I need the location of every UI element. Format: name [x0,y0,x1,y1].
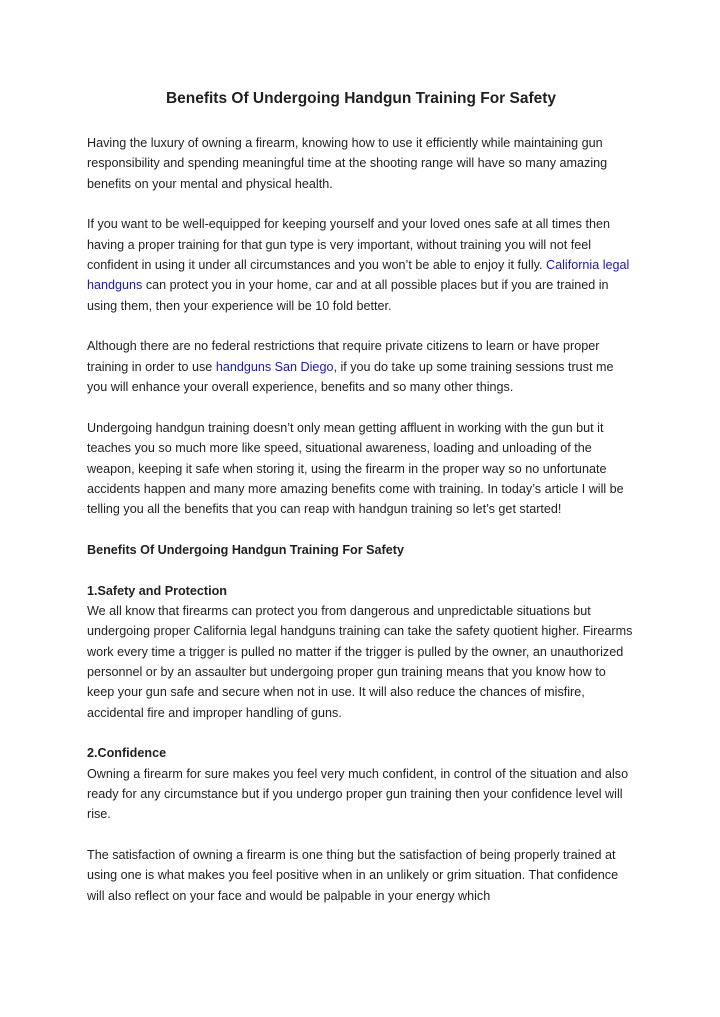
paragraph-text: can protect you in your home, car and at all possible places but if you are trained in using them, then your experience will be 10 fold better. [87,278,609,313]
document-body [87,133,635,926]
federal-restrictions-paragraph [87,336,635,397]
intro-paragraph: Having the luxury of owning a firearm, knowing how to use it efficiently while maintaining gun responsibility and spending meaningful time at the shooting range will have so many amazing benefits on your mental and physical health. [87,136,608,191]
satisfaction-paragraph: The satisfaction of owning a firearm is one thing but the satisfaction of being properly trained at using one is what makes you feel positive when in an unlikely or grim situation. That confidence will also reflect on your face and would be palpable in your energy which [87,848,619,903]
confidence-section [87,743,635,824]
safety-section-body: We all know that firearms can protect you from dangerous and unpredictable situations but undergoing proper California legal handguns training can take the safety quotient higher. Firearms work every time a trigger is pulled no matter if the trigger is pulled by the owner, an unauthorized personnel or by an assaulter but undergoing proper gun training means that you know how to keep your gun safe and secure when not in use. It will also reduce the chances of misfire, accidental fire and improper handling of guns. [87,603,633,720]
training-importance-paragraph [87,214,635,316]
safety-section-title: 1.Safety and Protection [87,583,227,598]
section-heading: Benefits Of Undergoing Handgun Training For Safety [87,542,404,557]
page-title: Benefits Of Undergoing Handgun Training For Safety [165,90,557,107]
confidence-section-title: 2.Confidence [87,746,167,761]
california-legal-handguns-link[interactable]: California legal handguns [87,258,630,293]
confidence-section-body: Owning a firearm for sure makes you feel very much confident, in control of the situation and also ready for any circumstance but if you undergo proper gun training then your confidence level will rise. [87,766,629,822]
paragraph-text: , if you do take up some training sessions trust me you will enhance your overall experience, benefits and so many other things. [87,359,614,395]
paragraph-text: Although there are no federal restrictions that require private citizens to learn or have proper training in order to use [87,339,600,374]
handguns-san-diego-link[interactable]: handguns San Diego [215,359,334,374]
training-overview-paragraph: Undergoing handgun training doesn’t only mean getting affluent in working with the gun but it teaches you so much more like speed, situational awareness, loading and unloading of the weapon, keeping it safe when storing it, using the firearm in the proper way so no unfortunate accidents happen and many more amazing benefits come with training. In today’s article I will be telling you all the benefits that you can reap with handgun training so let’s get started! [87,420,624,517]
paragraph-text: If you want to be well-equipped for keeping yourself and your loved ones safe at all times then having a proper training for that gun type is very important, without training you will not feel confident in using it under all circumstances and you won’t be able to enjoy it fully. [87,217,610,273]
safety-section [87,581,635,723]
